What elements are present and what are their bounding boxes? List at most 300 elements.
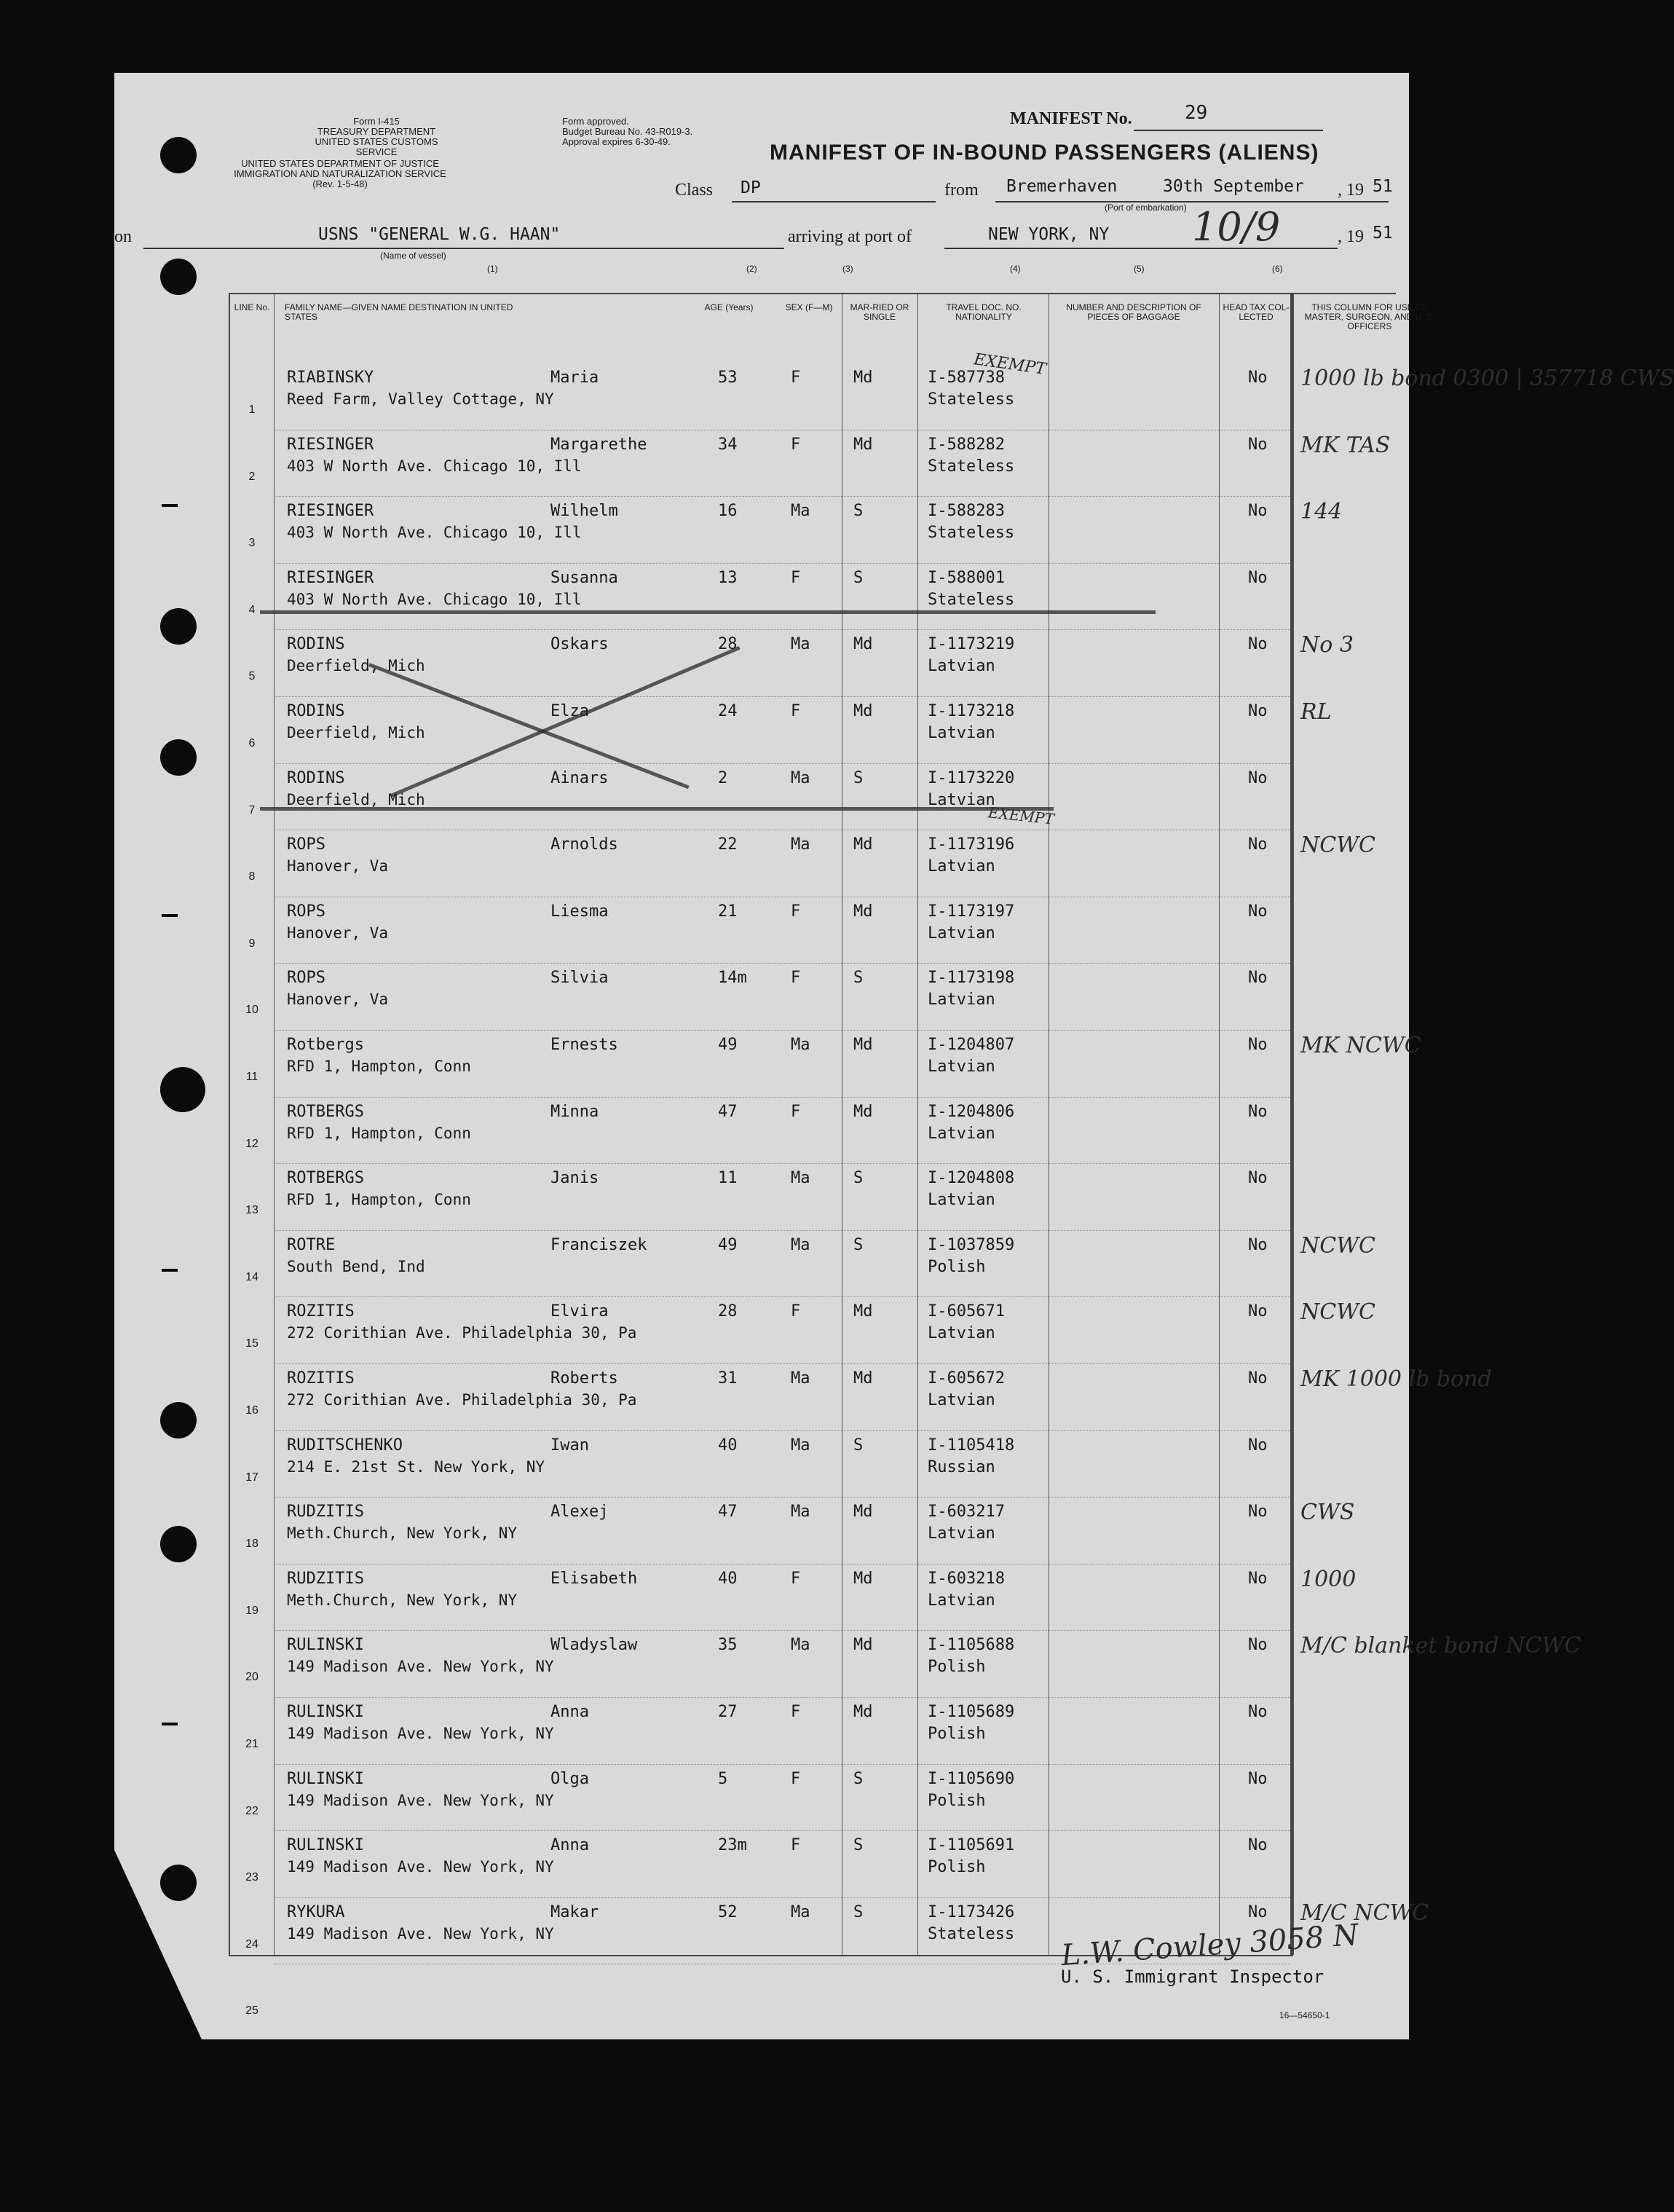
destination: Meth.Church, New York, NY	[287, 1591, 518, 1609]
colhead-baggage: NUMBER AND DESCRIPTION OF PIECES OF BAGGAGE	[1066, 302, 1201, 322]
row-divider	[274, 1430, 1290, 1431]
manifest-no-label: MANIFEST No.	[1010, 109, 1132, 128]
col-num-4: (4)	[1010, 264, 1021, 274]
family-name: ROTBERGS	[287, 1169, 364, 1188]
sex: Ma	[791, 1636, 810, 1655]
nationality: Stateless	[928, 524, 1015, 543]
line-number: 10	[245, 1004, 258, 1017]
head-tax: No	[1248, 1636, 1268, 1655]
marital-status: S	[853, 1169, 864, 1188]
age: 22	[718, 835, 738, 854]
row-divider	[274, 696, 1290, 697]
travel-doc-no: I-1204806	[928, 1102, 1015, 1121]
officer-note: 144	[1300, 499, 1343, 525]
line-number: 4	[248, 603, 256, 616]
head-tax: No	[1248, 768, 1268, 787]
colhead-married: MAR-RIED OR SINGLE	[850, 302, 909, 322]
binder-hole	[160, 1526, 197, 1562]
head-tax: No	[1248, 1902, 1268, 1921]
destination: Deerfield, Mich	[287, 790, 425, 808]
sex: F	[791, 902, 801, 921]
col-divider	[274, 294, 275, 1955]
page-title: MANIFEST OF IN-BOUND PASSENGERS (ALIENS)	[770, 141, 1319, 165]
from-value: Bremerhaven	[1006, 177, 1118, 196]
line-number: 2	[248, 470, 256, 483]
marital-status: Md	[853, 1102, 873, 1121]
line-number: 5	[248, 670, 256, 683]
colhead-travel-doc: TRAVEL DOC. NO. NATIONALITY	[946, 302, 1022, 322]
row-divider	[274, 1097, 1290, 1098]
given-name: Maria	[550, 369, 599, 387]
nationality: Polish	[928, 1725, 986, 1743]
nationality: Latvian	[928, 1191, 995, 1210]
given-name: Olga	[550, 1769, 589, 1788]
given-name: Minna	[550, 1102, 599, 1121]
family-name: ROTBERGS	[287, 1102, 364, 1121]
marital-status: Md	[853, 1703, 873, 1721]
head-tax: No	[1248, 1169, 1268, 1188]
marital-status: Md	[853, 1636, 873, 1655]
age: 40	[718, 1436, 738, 1455]
destination: 272 Corithian Ave. Philadelphia 30, Pa	[287, 1391, 637, 1409]
exempt-stamp-1: EXEMPT	[972, 350, 1048, 379]
given-name: Iwan	[550, 1436, 589, 1455]
class-label: Class	[675, 181, 714, 200]
destination: Hanover, Va	[287, 991, 389, 1009]
head-tax: No	[1248, 369, 1268, 387]
nationality: Latvian	[928, 924, 995, 942]
officer-note: MK NCWC	[1300, 1033, 1421, 1058]
nationality: Latvian	[928, 1058, 995, 1076]
nationality: Latvian	[928, 1324, 995, 1343]
head-tax: No	[1248, 969, 1268, 988]
sex: F	[791, 702, 801, 720]
nationality: Polish	[928, 1658, 986, 1677]
marital-status: Md	[853, 369, 873, 387]
travel-doc-no: I-1105418	[928, 1436, 1015, 1455]
nationality: Latvian	[928, 857, 995, 876]
punch-mark	[162, 504, 178, 507]
age: 49	[718, 1235, 738, 1254]
travel-doc-no: I-1173219	[928, 635, 1015, 654]
col-divider	[917, 294, 918, 1955]
manifest-no-value: 29	[1185, 102, 1208, 124]
marital-status: Md	[853, 902, 873, 921]
destination: 214 E. 21st St. New York, NY	[287, 1457, 545, 1476]
officer-note: No 3	[1300, 632, 1354, 658]
destination: 149 Madison Ave. New York, NY	[287, 1791, 554, 1809]
row-divider	[274, 496, 1290, 497]
destination: Hanover, Va	[287, 924, 389, 942]
travel-doc-no: I-605671	[928, 1302, 1005, 1321]
travel-doc-no: I-588283	[928, 502, 1005, 521]
row-divider	[274, 963, 1290, 964]
officer-note: M/C NCWC	[1300, 1900, 1429, 1926]
head-tax: No	[1248, 1302, 1268, 1321]
binder-hole	[160, 1067, 205, 1112]
sex: Ma	[791, 1169, 810, 1188]
row-divider	[274, 1630, 1290, 1631]
officers-col-top	[1177, 293, 1396, 294]
destination: Deerfield, Mich	[287, 724, 425, 741]
family-name: ROTRE	[287, 1235, 336, 1254]
torn-corner	[114, 1850, 202, 2039]
family-name: RYKURA	[287, 1902, 345, 1921]
head-tax: No	[1248, 1235, 1268, 1254]
destination: 403 W North Ave. Chicago 10, Ill	[287, 457, 582, 475]
line-number: 7	[248, 803, 256, 816]
sex: F	[791, 568, 801, 587]
officer-note: CWS	[1300, 1500, 1355, 1526]
destination: Reed Farm, Valley Cottage, NY	[287, 390, 554, 408]
marital-status: S	[853, 1436, 864, 1455]
officers-col-edge	[1292, 293, 1293, 1956]
nationality: Latvian	[928, 1124, 995, 1143]
sex: Ma	[791, 502, 810, 521]
line-number: 12	[245, 1137, 258, 1150]
travel-doc-no: I-603217	[928, 1503, 1005, 1522]
head-tax: No	[1248, 702, 1268, 720]
family-name: RIESINGER	[287, 435, 374, 454]
line-number: 23	[245, 1871, 258, 1884]
head-tax: No	[1248, 1436, 1268, 1455]
age: 49	[718, 1036, 738, 1054]
line-number: 3	[248, 537, 256, 550]
head-tax: No	[1248, 902, 1268, 921]
head-tax: No	[1248, 1036, 1268, 1054]
binder-hole	[160, 739, 197, 776]
year-suffix: 51	[1373, 177, 1393, 196]
age: 28	[718, 635, 738, 654]
colhead-line: LINE No.	[234, 302, 270, 312]
row-divider	[274, 1296, 1290, 1297]
line-number: 21	[245, 1738, 258, 1750]
line-number: 22	[245, 1804, 258, 1817]
year-prefix: , 19	[1338, 181, 1364, 200]
marital-status: S	[853, 1836, 864, 1855]
colhead-sex: SEX (F—M)	[785, 302, 833, 312]
arrival-date: 10/9	[1192, 204, 1281, 250]
family-name: RIESINGER	[287, 568, 374, 587]
family-name: RUDZITIS	[287, 1503, 364, 1522]
travel-doc-no: I-588001	[928, 568, 1005, 587]
travel-doc-no: I-1173196	[928, 835, 1015, 854]
nationality: Stateless	[928, 390, 1015, 409]
line-number: 1	[248, 404, 256, 416]
footer-form-code: 16—54650-1	[1279, 2010, 1330, 2020]
family-name: RULINSKI	[287, 1769, 364, 1788]
col-num-1: (1)	[487, 264, 498, 274]
travel-doc-no: I-1173426	[928, 1902, 1015, 1921]
nationality: Stateless	[928, 457, 1015, 476]
nationality: Latvian	[928, 724, 995, 742]
marital-status: S	[853, 1235, 864, 1254]
age: 52	[718, 1902, 738, 1921]
nationality: Latvian	[928, 991, 995, 1009]
officer-note: MK 1000 lb bond	[1300, 1366, 1492, 1392]
given-name: Arnolds	[550, 835, 618, 854]
row-divider	[274, 1697, 1290, 1698]
sex: Ma	[791, 1369, 810, 1388]
col-num-3: (3)	[842, 264, 853, 274]
family-name: ROPS	[287, 969, 325, 988]
row-divider	[274, 629, 1290, 630]
age: 21	[718, 902, 738, 921]
row-divider	[274, 1764, 1290, 1765]
port-embark-caption: (Port of embarkation)	[1105, 202, 1187, 213]
given-name: Wladyslaw	[550, 1636, 638, 1655]
row-divider	[274, 763, 1290, 764]
family-name: Rotbergs	[287, 1036, 364, 1054]
col-num-6: (6)	[1272, 264, 1283, 274]
destination: 403 W North Ave. Chicago 10, Ill	[287, 524, 582, 542]
sex: Ma	[791, 835, 810, 854]
destination: Hanover, Va	[287, 857, 389, 875]
marital-status: Md	[853, 835, 873, 854]
travel-doc-no: I-1037859	[928, 1235, 1015, 1254]
nationality: Polish	[928, 1791, 986, 1810]
sex: F	[791, 1703, 801, 1721]
travel-doc-no: I-605672	[928, 1369, 1005, 1388]
officer-note: M/C blanket bond NCWC	[1300, 1633, 1582, 1659]
family-name: RODINS	[287, 768, 345, 787]
nationality: Stateless	[928, 590, 1015, 609]
given-name: Liesma	[550, 902, 609, 921]
rev-label: (Rev. 1-5-48)	[312, 178, 368, 189]
sex: F	[791, 1302, 801, 1321]
travel-doc-no: I-588282	[928, 435, 1005, 454]
given-name: Anna	[550, 1836, 589, 1855]
age: 31	[718, 1369, 738, 1388]
binder-hole	[160, 1402, 197, 1438]
travel-doc-no: I-603218	[928, 1569, 1005, 1588]
binder-hole	[160, 259, 197, 295]
line-number: 8	[248, 870, 256, 883]
col-divider	[1219, 294, 1220, 1955]
line-number: 15	[245, 1337, 258, 1350]
exempt-stamp-2: EXEMPT	[987, 803, 1055, 828]
nationality: Russian	[928, 1457, 995, 1476]
family-name: RUDITSCHENKO	[287, 1436, 403, 1455]
given-name: Roberts	[550, 1369, 618, 1388]
customs-label: UNITED STATES CUSTOMS SERVICE	[315, 136, 438, 157]
family-name: RULINSKI	[287, 1836, 364, 1855]
justice-block	[220, 159, 460, 189]
vessel-name: USNS "GENERAL W.G. HAAN"	[318, 225, 561, 244]
given-name: Silvia	[550, 969, 609, 988]
sex: F	[791, 1836, 801, 1855]
line-number: 13	[245, 1204, 258, 1217]
marital-status: Md	[853, 1503, 873, 1522]
nationality: Latvian	[928, 790, 995, 809]
given-name: Ainars	[550, 768, 609, 787]
sex: Ma	[791, 635, 810, 654]
line-number: 16	[245, 1404, 258, 1417]
age: 2	[718, 768, 728, 787]
travel-doc-no: I-1204807	[928, 1036, 1015, 1054]
destination: 149 Madison Ave. New York, NY	[287, 1725, 554, 1742]
destination: 149 Madison Ave. New York, NY	[287, 1658, 554, 1676]
family-name: RULINSKI	[287, 1636, 364, 1655]
head-tax: No	[1248, 1703, 1268, 1721]
form-approved: Form approved.	[562, 116, 629, 127]
arrival-year-suffix: 51	[1373, 224, 1393, 243]
head-tax: No	[1248, 435, 1268, 454]
sex: F	[791, 969, 801, 988]
family-name: RODINS	[287, 702, 345, 720]
travel-doc-no: I-1105691	[928, 1836, 1015, 1855]
arrival-year-prefix: , 19	[1338, 227, 1364, 246]
family-name: RODINS	[287, 635, 345, 654]
travel-doc-no: I-1173218	[928, 702, 1015, 720]
destination: 272 Corithian Ave. Philadelphia 30, Pa	[287, 1324, 637, 1342]
row-divider	[274, 1030, 1290, 1031]
sex: F	[791, 1569, 801, 1588]
manifest-no-underline	[1134, 111, 1323, 131]
punch-mark	[162, 1269, 178, 1272]
marital-status: Md	[853, 702, 873, 720]
col-num-5: (5)	[1134, 264, 1145, 274]
travel-doc-no: I-1105690	[928, 1769, 1015, 1788]
col-divider	[1293, 294, 1294, 1955]
given-name: Susanna	[550, 568, 618, 587]
age: 16	[718, 502, 738, 521]
nationality: Latvian	[928, 1524, 995, 1543]
sex: Ma	[791, 1902, 810, 1921]
colhead-head-tax: HEAD TAX COL-LECTED	[1223, 302, 1290, 322]
given-name: Oskars	[550, 635, 609, 654]
given-name: Elza	[550, 702, 589, 720]
given-name: Janis	[550, 1169, 599, 1188]
marital-status: S	[853, 768, 864, 787]
age: 5	[718, 1769, 728, 1788]
nationality: Latvian	[928, 657, 995, 676]
officer-note: MK TAS	[1300, 432, 1391, 458]
punch-mark	[162, 914, 178, 917]
officer-note: NCWC	[1300, 833, 1375, 859]
nationality: Latvian	[928, 1591, 995, 1610]
line-number: 19	[245, 1604, 258, 1617]
family-name: RIABINSKY	[287, 369, 374, 387]
destination: RFD 1, Hampton, Conn	[287, 1058, 471, 1075]
on-label: on	[114, 227, 132, 246]
given-name: Anna	[550, 1703, 589, 1721]
vessel-caption: (Name of vessel)	[380, 251, 446, 261]
nationality: Polish	[928, 1257, 986, 1276]
sex: Ma	[791, 768, 810, 787]
col-num-2: (2)	[746, 264, 757, 274]
given-name: Ernests	[550, 1036, 618, 1054]
head-tax: No	[1248, 568, 1268, 587]
line-number: 6	[248, 737, 256, 749]
nationality: Polish	[928, 1858, 986, 1877]
age: 28	[718, 1302, 738, 1321]
marital-status: S	[853, 502, 864, 521]
colhead-age: AGE (Years)	[704, 302, 754, 312]
sex: Ma	[791, 1235, 810, 1254]
sex: Ma	[791, 1036, 810, 1054]
travel-doc-no: I-587738	[928, 369, 1005, 387]
marital-status: Md	[853, 1036, 873, 1054]
inspector-title: U. S. Immigrant Inspector	[1061, 1967, 1324, 1987]
head-tax: No	[1248, 1102, 1268, 1121]
nationality: Latvian	[928, 1391, 995, 1409]
arriving-label: arriving at port of	[788, 227, 912, 246]
officer-note: 1000	[1300, 1566, 1357, 1592]
destination: Meth.Church, New York, NY	[287, 1524, 518, 1543]
marital-status: S	[853, 1769, 864, 1788]
head-tax: No	[1248, 1569, 1268, 1588]
inspector-signature: L.W. Cowley 3058 N	[1059, 1918, 1360, 1973]
colhead-officers: THIS COLUMN FOR USE OF MASTER, SURGEON, AND U. S. OFFICERS	[1304, 302, 1435, 331]
travel-doc-no: I-1173198	[928, 969, 1015, 988]
treasury-label: TREASURY DEPARTMENT	[317, 126, 436, 137]
head-tax: No	[1248, 502, 1268, 521]
officer-note: 1000 lb bond 0300 | 357718 CWS	[1300, 366, 1674, 391]
given-name: Alexej	[550, 1503, 609, 1522]
manifest-sheet	[114, 73, 1674, 2039]
age: 23m	[718, 1836, 747, 1855]
row-divider	[274, 563, 1290, 564]
officer-note: RL	[1300, 699, 1332, 725]
head-tax: No	[1248, 1503, 1268, 1522]
family-name: ROPS	[287, 835, 325, 854]
row-divider	[274, 1230, 1290, 1231]
destination: Deerfield, Mich	[287, 657, 425, 675]
travel-doc-no: I-1204808	[928, 1169, 1015, 1188]
travel-doc-no: I-1173197	[928, 902, 1015, 921]
head-tax: No	[1248, 1369, 1268, 1388]
line-number: 18	[245, 1538, 258, 1551]
age: 34	[718, 435, 738, 454]
binder-hole	[160, 137, 197, 173]
age: 24	[718, 702, 738, 720]
age: 27	[718, 1703, 738, 1721]
bureau-block	[562, 117, 722, 147]
age: 47	[718, 1503, 738, 1522]
marital-status: Md	[853, 1302, 873, 1321]
departure-date: 30th September	[1163, 177, 1304, 196]
family-name: RULINSKI	[287, 1703, 364, 1721]
family-name: ROZITIS	[287, 1369, 355, 1388]
family-name: RUDZITIS	[287, 1569, 364, 1588]
age: 35	[718, 1636, 738, 1655]
head-tax: No	[1248, 635, 1268, 654]
head-tax: No	[1248, 835, 1268, 854]
marital-status: S	[853, 969, 864, 988]
nationality: Stateless	[928, 1924, 1015, 1943]
approval-expires: Approval expires 6-30-49.	[562, 136, 671, 147]
travel-doc-no: I-1105688	[928, 1636, 1015, 1655]
line-number: 17	[245, 1471, 258, 1484]
sex: Ma	[791, 1436, 810, 1455]
family-name: ROPS	[287, 902, 325, 921]
travel-doc-no: I-1173220	[928, 768, 1015, 787]
justice-label: UNITED STATES DEPARTMENT OF JUSTICE	[241, 158, 439, 169]
sex: F	[791, 435, 801, 454]
strike-top	[260, 610, 1156, 614]
age: 53	[718, 369, 738, 387]
given-name: Elvira	[550, 1302, 609, 1321]
marital-status: Md	[853, 435, 873, 454]
colhead-name: FAMILY NAME—GIVEN NAME DESTINATION IN UNITED STATES	[285, 302, 513, 322]
marital-status: S	[853, 1902, 864, 1921]
marital-status: Md	[853, 635, 873, 654]
row-divider	[274, 1163, 1290, 1164]
row-divider	[274, 1897, 1290, 1898]
binder-hole	[160, 608, 197, 645]
given-name: Elisabeth	[550, 1569, 638, 1588]
